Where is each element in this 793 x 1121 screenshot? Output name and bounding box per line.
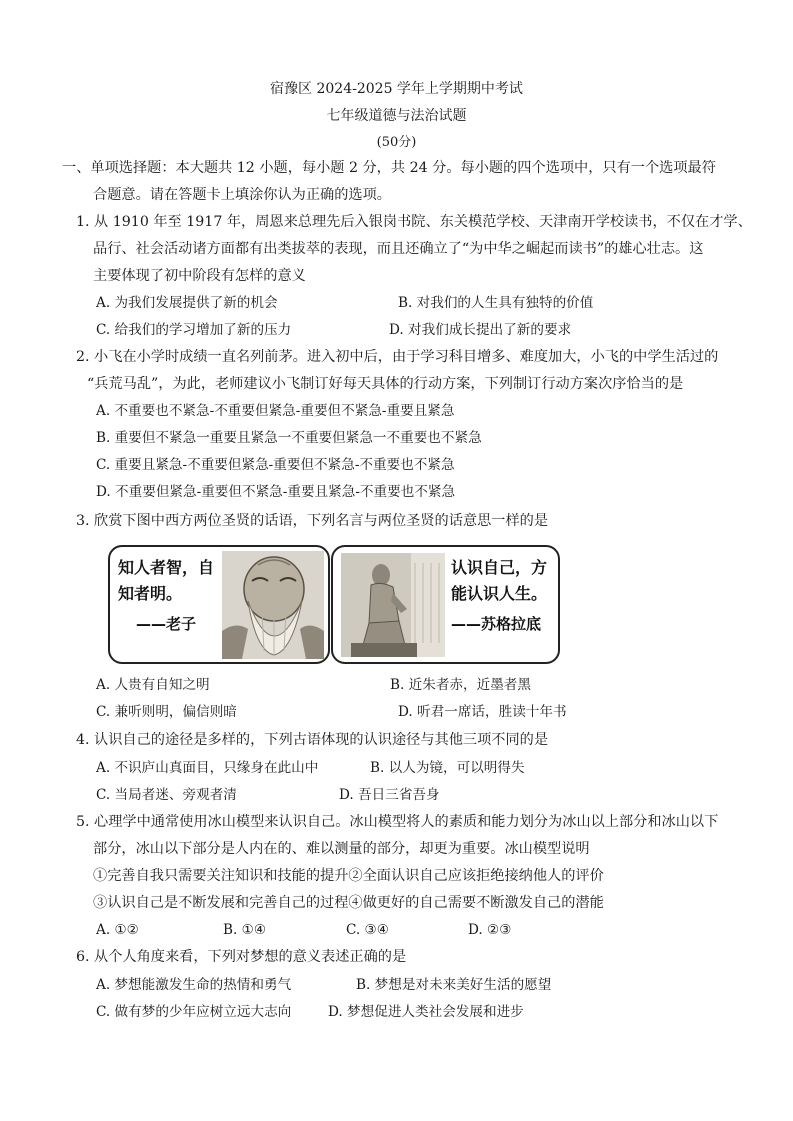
laozi-attribution: ——老子 [136,615,197,633]
q6-option-a: A. 梦想能激发生命的热情和勇气 [96,977,292,993]
q3-stem: 3. 欣赏下图中西方两位圣贤的话语，下列名言与两位圣贤的话意思一样的是 [76,513,549,529]
exam-subtitle: 七年级道德与法治试题 [326,108,467,124]
socrates-quote-panel [331,545,560,664]
q1-stem-line1: 1. 从 1910 年至 1917 年，周恩来总理先后入银岗书院、东关模范学校、天津南开学校读书，不仅在才学、 [76,214,752,230]
q5-option-b: B. ①④ [223,922,267,938]
q3-option-c: C. 兼听则明，偏信则暗 [96,704,237,720]
q4-option-b: B. 以人为镜，可以明得失 [370,760,525,776]
laozi-portrait [222,551,324,659]
q4-option-d: D. 吾日三省吾身 [339,787,440,803]
q5-option-c: C. ③④ [346,922,389,938]
q5-statement-line2: ③认识自己是不断发展和完善自己的过程④做更好的自己需要不断激发自己的潜能 [93,895,604,911]
exam-title: 宿豫区 2024-2025 学年上学期期中考试 [270,81,523,97]
socrates-quote-line1: 认识自己，方 [451,558,548,577]
socrates-statue-photo [341,553,445,657]
laozi-quote-panel [108,545,330,664]
q1-stem-line2: 品行、社会活动诸方面都有出类拔萃的表现，而且还确立了“为中华之崛起而读书”的雄心壮志。这 [93,241,704,257]
exam-score: (50分) [376,135,417,150]
q5-statement-line1: ①完善自我只需要关注知识和技能的提升②全面认识自己应该拒绝接纳他人的评价 [93,868,604,884]
q2-option-c: C. 重要且紧急-不重要但紧急-重要但不紧急-不重要也不紧急 [96,457,455,473]
q5-option-a: A. ①② [96,922,139,938]
q1-option-a: A. 为我们发展提供了新的机会 [96,295,278,311]
q6-option-b: B. 梦想是对未来美好生活的愿望 [356,977,552,993]
q1-stem-line3: 主要体现了初中阶段有怎样的意义 [93,268,306,284]
socrates-quote-line2: 能认识人生。 [451,584,548,603]
laozi-quote-line2: 知者明。 [118,584,183,603]
q4-stem: 4. 认识自己的途径是多样的，下列古语体现的认识途径与其他三项不同的是 [76,732,549,748]
q3-option-b: B. 近朱者赤，近墨者黑 [390,677,531,693]
q2-option-b: B. 重要但不紧急一重要且紧急一不重要但紧急一不重要也不紧急 [96,430,482,446]
section-instructions-line1: 一、单项选择题：本大题共 12 小题，每小题 2 分，共 24 分。每小题的四个选项中，只有一个选项最符 [62,160,716,176]
q6-option-d: D. 梦想促进人类社会发展和进步 [328,1004,524,1020]
q2-option-a: A. 不重要也不紧急-不重要但紧急-重要但不紧急-重要且紧急 [96,403,455,419]
q1-option-c: C. 给我们的学习增加了新的压力 [96,322,292,338]
q5-stem-line1: 5. 心理学中通常使用冰山模型来认识自己。冰山模型将人的素质和能力划分为冰山以上部分和冰山以下 [76,814,719,830]
q5-stem-line2: 部分，冰山以下部分是人内在的、难以测量的部分，却更为重要。冰山模型说明 [93,841,590,857]
q1-option-b: B. 对我们的人生具有独特的价值 [398,295,594,311]
laozi-quote-line1: 知人者智，自 [118,558,215,577]
socrates-attribution: ——苏格拉底 [451,615,542,633]
q6-stem: 6. 从个人角度来看，下列对梦想的意义表述正确的是 [76,949,407,965]
q3-option-a: A. 人贵有自知之明 [96,677,210,693]
section-instructions-line2: 合题意。请在答题卡上填涂你认为正确的选项。 [93,187,391,203]
q2-stem-line2: “兵荒马乱”，为此，老师建议小飞制订好每天具体的行动方案，下列制订行动方案次序恰当的是 [87,376,684,392]
q6-option-c: C. 做有梦的少年应树立远大志向 [96,1004,292,1020]
q2-stem-line1: 2. 小飞在小学时成绩一直名列前茅。进入初中后，由于学习科目增多、难度加大，小飞的中学生活过的 [76,349,719,365]
q4-option-a: A. 不识庐山真面目，只缘身在此山中 [96,760,319,776]
q2-option-d: D. 不重要但紧急-重要但不紧急-重要且紧急-不重要也不紧急 [96,484,456,500]
q1-option-d: D. 对我们成长提出了新的要求 [389,322,572,338]
q4-option-c: C. 当局者迷、旁观者清 [96,787,237,803]
q3-option-d: D. 听君一席话，胜读十年书 [398,704,567,720]
q5-option-d: D. ②③ [468,922,512,938]
